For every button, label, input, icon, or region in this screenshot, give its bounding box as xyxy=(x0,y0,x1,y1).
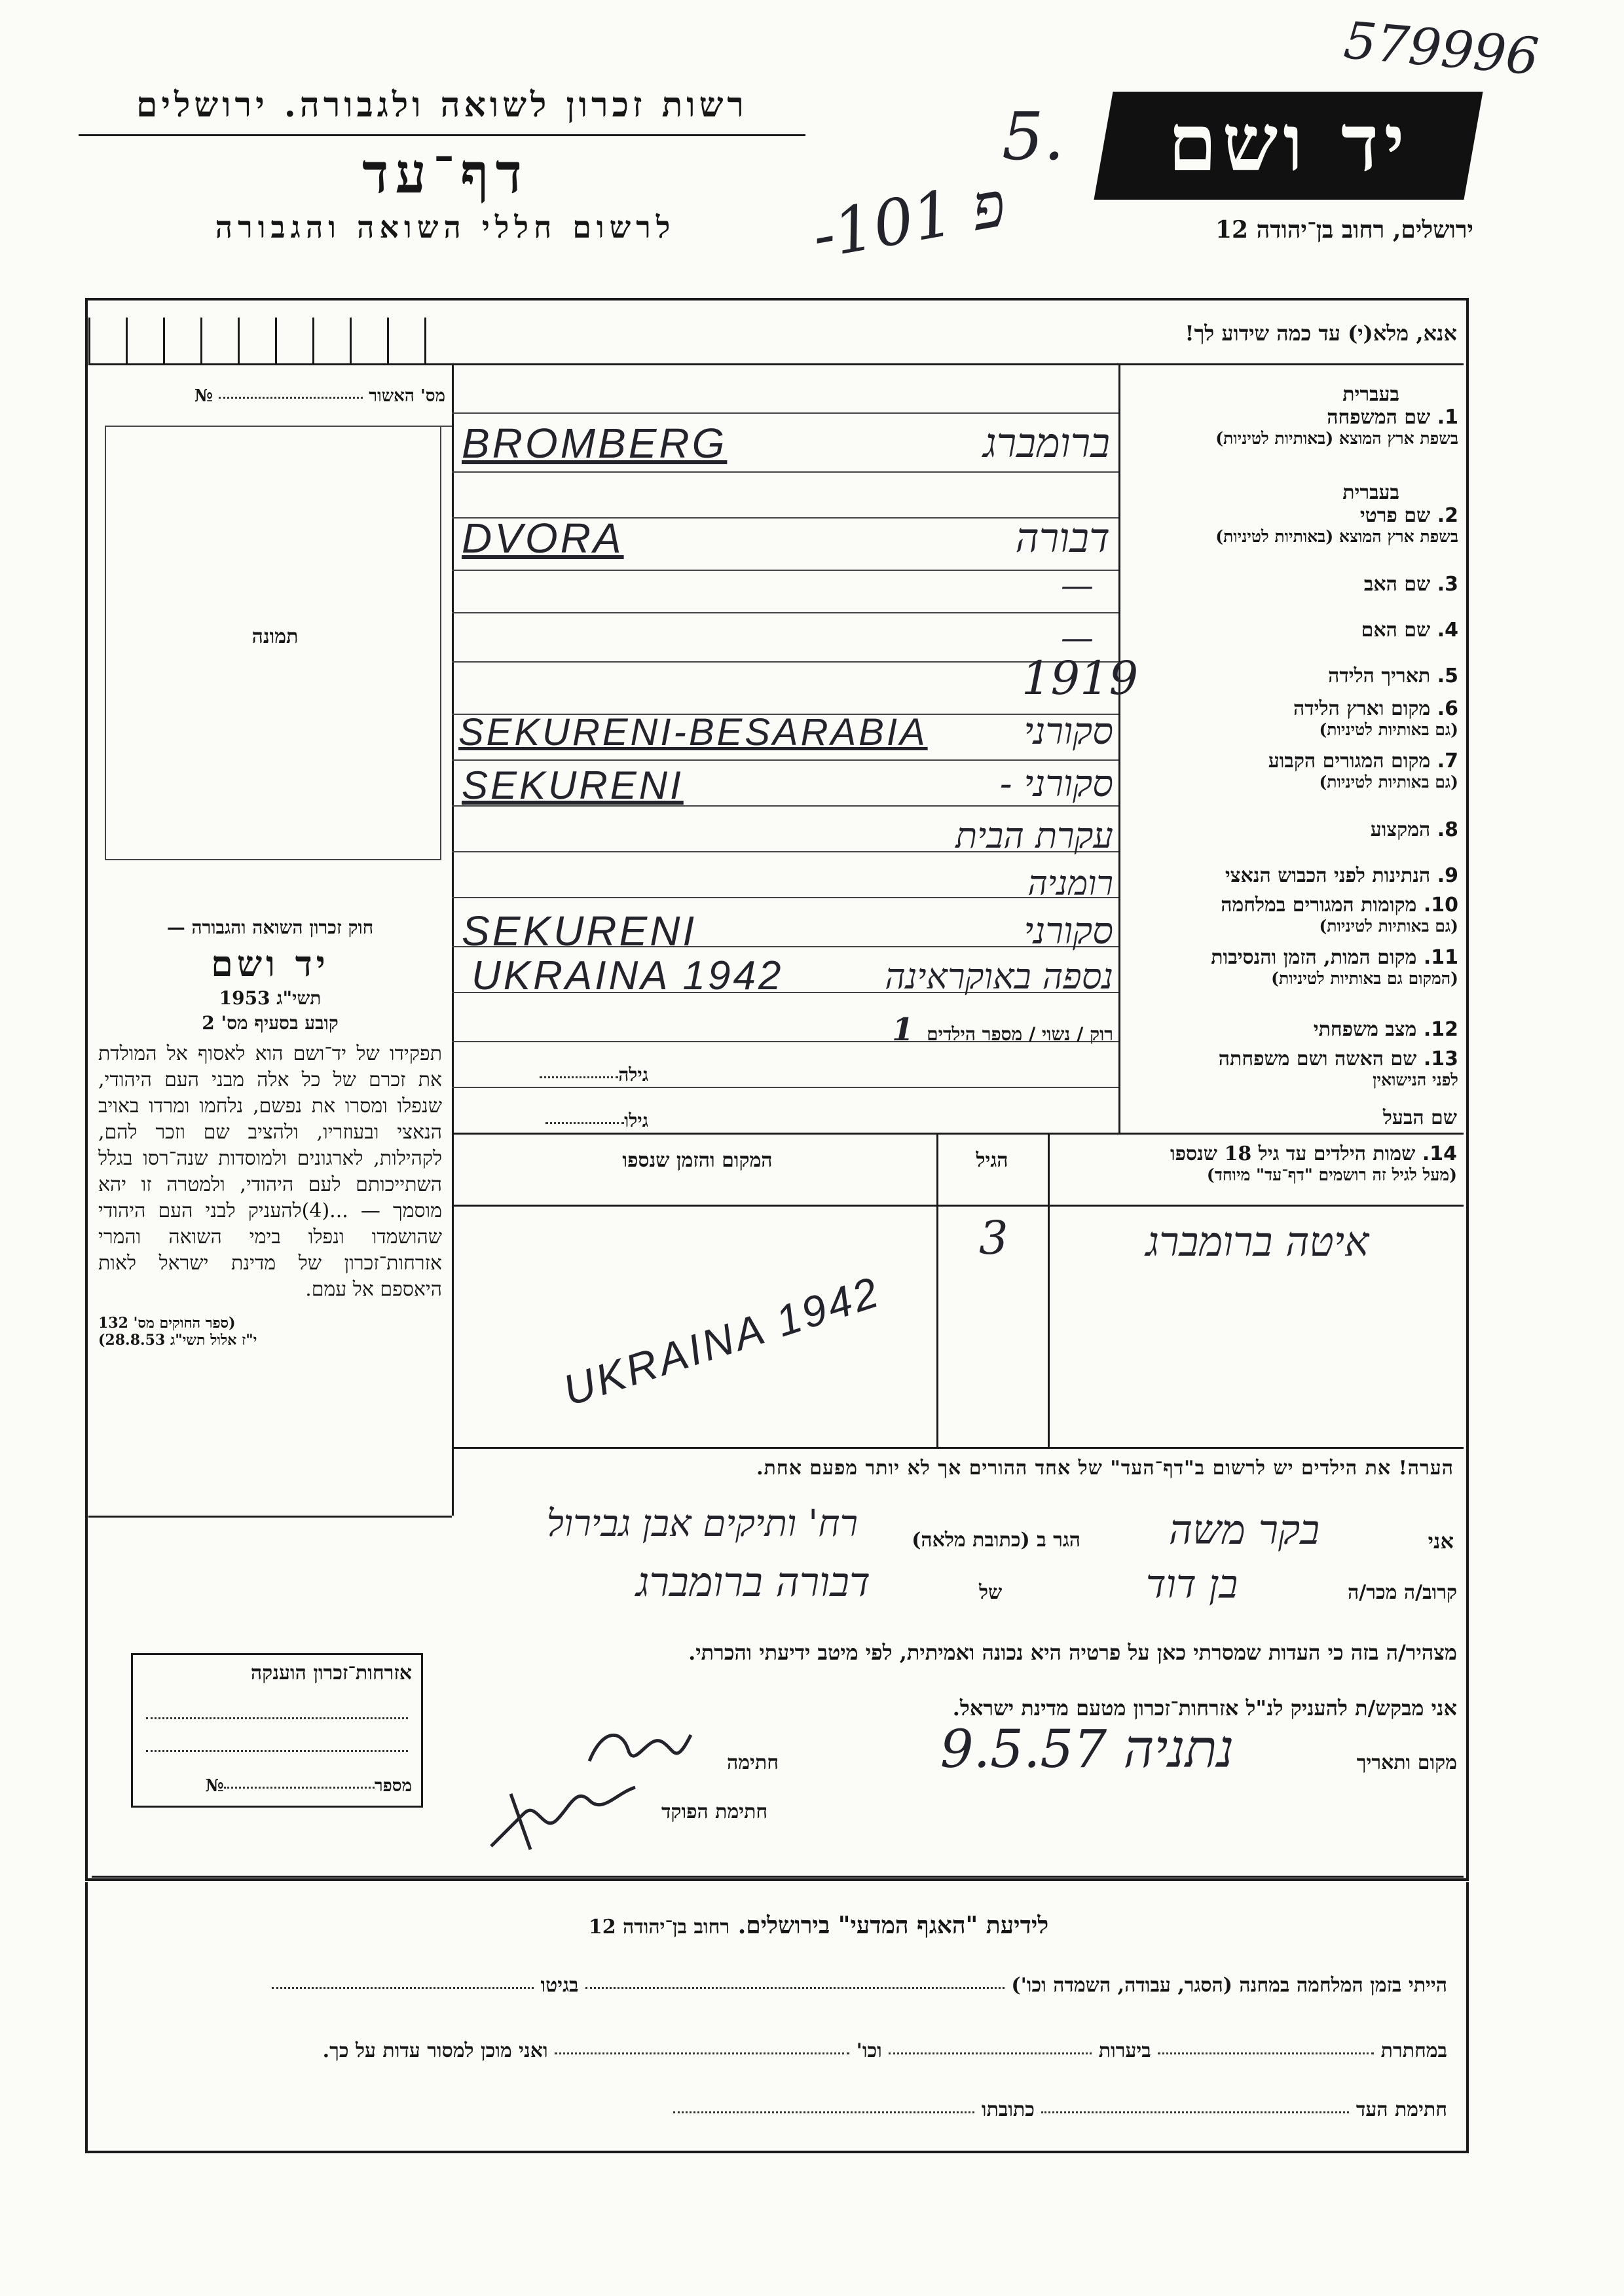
citizenship-line-1 xyxy=(146,1717,408,1719)
children-header-rule xyxy=(452,1205,1464,1207)
entry-wartime-hebrew: סקורני xyxy=(1024,910,1113,953)
instruction: אנא, מלא(י) עד כמה שידוע לך! xyxy=(1185,321,1457,346)
children-count: 1 xyxy=(891,1011,914,1048)
row-rule-2 xyxy=(452,471,1118,473)
decl-place-date-label: מקום ותאריך xyxy=(1356,1751,1457,1774)
field-4-label: 4. שם האם xyxy=(1361,619,1458,642)
cert-number xyxy=(118,386,445,406)
field-12-label: 12. מצב משפחתי xyxy=(1313,1018,1458,1041)
law-year: תשי"ג 1953 xyxy=(219,987,322,1009)
row-rule-8 xyxy=(452,759,1118,761)
decl-address: רח' ותיקים אבן גבירול xyxy=(546,1503,858,1545)
law-citation-1: (ספר החוקים מס' 132 xyxy=(98,1315,236,1332)
entry-left-divider xyxy=(452,363,454,1133)
law-block xyxy=(98,917,442,1349)
left-column-bottom xyxy=(88,1516,452,1518)
entry-birthdate: 1919 xyxy=(1022,651,1139,705)
cert-number-sym: № xyxy=(194,386,213,406)
signature-scribble xyxy=(576,1715,707,1781)
entry-surname-latin: BROMBERG xyxy=(462,420,728,467)
decl-signature-label: חתימה xyxy=(727,1751,779,1774)
field-2-title: 2. שם פרטי xyxy=(1359,504,1458,527)
decl-i: אני xyxy=(1428,1529,1454,1554)
field-7-label: 7. מקום המגורים הקבוע (גם באותיות לטיניות) xyxy=(1118,750,1458,792)
husband-label: שם הבעל xyxy=(1382,1106,1457,1129)
field-9-label: 9. הנתינות לפני הכבוש הנאצי xyxy=(1225,864,1458,887)
field-10-sub: (גם באותיות לטיניות) xyxy=(1319,917,1458,936)
logo-text: יד ושם xyxy=(1168,97,1410,189)
footer-camp: הייתי בזמן המלחמה במחנה (הסגר, עבודה, השמדה וכו') בגיטו xyxy=(98,1974,1447,1997)
entry-father: — xyxy=(1061,566,1094,604)
decl-name: בקר משה xyxy=(1168,1506,1320,1554)
field-13-label: 13. שם האשה ושם משפחתה לפני הנישואין xyxy=(1118,1048,1458,1090)
decl-of: של xyxy=(979,1581,1003,1604)
entry-wartime-latin: SEKURENI xyxy=(462,907,697,955)
entry-birthplace-hebrew: סקורני xyxy=(1024,710,1113,753)
field-10-label: 10. מקומות המגורים במלחמה (גם באותיות לטיניות) xyxy=(1118,894,1458,936)
entry-residence-latin: SEKURENI xyxy=(462,763,684,807)
top-line: רשות זכרון לשואה ולגבורה. ירושלים xyxy=(136,85,748,125)
yad-vashem-logo xyxy=(1094,92,1483,200)
entry-occupation: עקרת הבית xyxy=(955,815,1113,856)
entry-citizenship: רומניה xyxy=(1027,864,1113,903)
entry-firstname-latin: DVORA xyxy=(462,515,624,562)
citizenship-box xyxy=(131,1653,423,1808)
decl-victim: דבורה ברומברג xyxy=(636,1558,870,1606)
photo-label: תמונה xyxy=(251,625,299,648)
officer-signature xyxy=(485,1774,655,1859)
marital-status xyxy=(668,1011,1113,1048)
children-header: 14. שמות הילדים עד גיל 18 שנספו (מעל לגיל זה רושמים "דף־עד" מיוחד) xyxy=(1051,1142,1457,1185)
marital-options: רוק / נשוי / מספר הילדים xyxy=(927,1023,1113,1045)
children-bottom-rule xyxy=(452,1447,1464,1449)
form-subtitle: לרשום חללי השואה והגבורה xyxy=(215,210,676,245)
field-5-label: 5. תאריך הלידה xyxy=(1328,665,1458,687)
decl-request: אני מבקש/ת להעניק לנ"ל אזרחות־זכרון מטעם מדינת ישראל. xyxy=(952,1696,1457,1721)
annotation-file: פ 101- xyxy=(807,167,1011,273)
annotation-5: 5. xyxy=(1002,98,1065,175)
entry-firstname-hebrew: דבורה xyxy=(1015,514,1110,562)
decl-relative: קרוב/ה מכר/ה xyxy=(1348,1581,1457,1604)
decl-lives: הגר ב (כתובת מלאה) xyxy=(912,1529,1080,1552)
entry-residence-hebrew: סקורני - xyxy=(999,763,1113,805)
law-name: יד ושם xyxy=(211,943,329,985)
citizenship-title: אזרחות־זכרון הוענקה xyxy=(250,1662,412,1685)
wife-age: גילה xyxy=(478,1064,648,1086)
law-section: קובע בסעיף מס' 2 xyxy=(202,1012,339,1034)
child-age: 3 xyxy=(979,1211,1008,1265)
row-rule-5 xyxy=(452,612,1118,613)
cert-boxes xyxy=(88,318,452,365)
row-rule-1 xyxy=(452,412,1118,414)
child-place: UKRAINA 1942 xyxy=(557,1266,887,1415)
footer-witness: חתימת העד כתובתו xyxy=(458,2098,1447,2121)
children-col-div-1 xyxy=(936,1133,938,1447)
field-1-sub: בשפת ארץ המוצא (באותיות לטיניות) xyxy=(1215,429,1458,448)
row-rule-16 xyxy=(452,1133,1464,1135)
law-citation-2: י"ז אלול תשי"ג 28.8.53) xyxy=(98,1332,257,1349)
form-title: דף־עד xyxy=(361,141,528,206)
field-1-label xyxy=(1118,383,1458,448)
decl-signature xyxy=(576,1715,707,1781)
decl-officer-label: חתימת הפוקד xyxy=(661,1800,768,1823)
husband-age: גילו xyxy=(478,1110,648,1132)
field-2-lang: בעברית xyxy=(1342,481,1399,504)
field-13-sub: לפני הנישואין xyxy=(1373,1070,1458,1089)
row-rule-6 xyxy=(452,661,1118,663)
children-left-border xyxy=(452,1133,454,1447)
footer-title: לידיעת "האגף המדעי" בירושלים. רחוב בן־יהודה 12 xyxy=(588,1912,1049,1939)
citizenship-line-2 xyxy=(146,1750,408,1752)
law-title: חוק זכרון השואה והגבורה — xyxy=(166,917,374,938)
field-1-title: 1. שם המשפחה xyxy=(1327,406,1458,429)
field-2-sub: בשפת ארץ המוצא (באותיות לטיניות) xyxy=(1215,527,1458,546)
cert-number-label: מס' האשור xyxy=(369,386,445,406)
org-address: ירושלים, רחוב בן־יהודה 12 xyxy=(1215,216,1473,244)
entry-mother: — xyxy=(1061,619,1094,657)
instruction-rule xyxy=(452,363,1464,365)
field-6-sub: (גם באותיות לטיניות) xyxy=(1319,720,1458,739)
child-name: איטה ברומברג xyxy=(1145,1218,1369,1266)
citizenship-number: מספר№ xyxy=(205,1776,412,1796)
decl-place-date: נתניה 9.5.57 xyxy=(940,1719,1234,1779)
children-note: הערה! את הילדים יש לרשום ב"דף־העד" של אחד ההורים אך לא יותר מפעם אחת. xyxy=(756,1457,1454,1480)
field-6-label: 6. מקום וארץ הלידה (גם באותיות לטיניות) xyxy=(1118,697,1458,740)
field-3-label: 3. שם האב xyxy=(1363,573,1458,596)
field-7-sub: (גם באותיות לטיניות) xyxy=(1319,773,1458,792)
decl-statement: מצהיר/ה בזה כי העדות שמסרתי כאן על פרטיה היא נכונה ואמיתית, לפי מיטב ידיעתי והכרתי. xyxy=(688,1640,1457,1665)
officer-signature-scribble xyxy=(485,1774,655,1859)
field-11-label: 11. מקום המות, הזמן והנסיבות (המקום גם באותיות לטיניות) xyxy=(1118,946,1458,989)
top-line-rule xyxy=(79,134,805,136)
entry-label-divider xyxy=(1118,363,1120,1133)
entry-birthplace-latin: SEKURENI-BESARABIA xyxy=(458,711,928,754)
field-1-lang: בעברית xyxy=(1342,383,1399,406)
footer-underground: במחתרת ביערות וכו' ואני מוכן למסור עדות על כך. xyxy=(322,2039,1447,2062)
field-8-label: 8. המקצוע xyxy=(1370,818,1458,841)
field-2-label xyxy=(1118,481,1458,547)
children-sub: (מעל לגיל זה רושמים "דף־עד" מיוחד) xyxy=(1206,1165,1457,1184)
row-rule-4 xyxy=(452,570,1118,571)
law-text: תפקידו של יד־ושם הוא לאסוף אל המולדת את זכרם של כל אלה מבני העם היהודי, שנפלו ומסרו את נפשם, נלחמו ומרדו באויב הנאצי ובעוזריו, ולהציב שם וזכר להם, לקהילות, לארגונים ולמוסדות שנה־רסו בגלל השתייכותם לעם היהודי, ולמטרה זו יהא מוסמך — ...(4)להעניק לבני העם היהודי שהושמדו ונפלו בימי השואה והמרי אזרחות־זכרון של מדינת ישראל לאות היאספם אל עמם. xyxy=(98,1042,443,1301)
field-list xyxy=(1121,367,1458,1133)
age-header: הגיל xyxy=(976,1149,1008,1172)
footer-rule xyxy=(92,1876,1464,1878)
decl-relation: בן דוד xyxy=(1145,1561,1238,1607)
entry-surname-hebrew: ברומברג xyxy=(983,419,1110,467)
archive-number: 579996 xyxy=(1341,11,1541,87)
row-rule-15 xyxy=(452,1087,1118,1088)
place-header: המקום והזמן שנספו xyxy=(622,1149,773,1172)
field-11-sub: (המקום גם באותיות לטיניות) xyxy=(1271,969,1458,988)
entry-death-hebrew: נספה באוקראינה xyxy=(885,956,1113,997)
entry-death-latin: UKRAINA 1942 xyxy=(471,953,784,998)
children-col-div-2 xyxy=(1048,1133,1050,1447)
